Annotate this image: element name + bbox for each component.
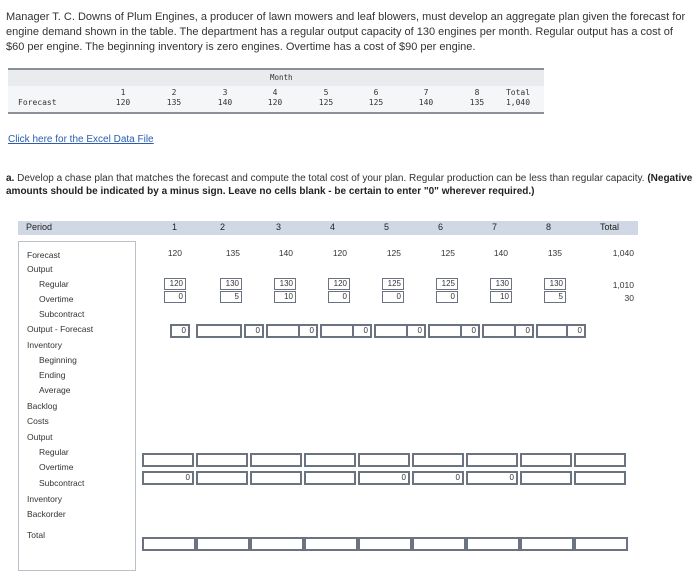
forecast-col-1: 1 120 (115, 88, 131, 107)
cost-overtime-input-4[interactable] (304, 471, 356, 485)
overtime-input-1[interactable]: 0 (164, 291, 186, 303)
regular-input-2[interactable]: 130 (220, 278, 242, 290)
regular-input-6[interactable]: 125 (436, 278, 458, 290)
cost-regular-input-4[interactable] (304, 453, 356, 467)
label-inventory: Inventory (27, 340, 62, 350)
output-forecast-input-8[interactable]: 0 (566, 324, 586, 338)
cost-regular-input-8[interactable] (520, 453, 572, 467)
cost-total-input-8[interactable] (520, 537, 574, 551)
label-average: Average (39, 385, 71, 395)
overtime-input-7[interactable]: 10 (490, 291, 512, 303)
forecast-value-8: 135 (547, 248, 562, 258)
regular-input-8[interactable]: 130 (544, 278, 566, 290)
overtime-input-2[interactable]: 5 (220, 291, 242, 303)
cost-total-input-2[interactable] (196, 537, 250, 551)
cost-total-input-4[interactable] (304, 537, 358, 551)
cost-overtime-input-6[interactable]: 0 (412, 471, 464, 485)
label-ending: Ending (39, 370, 66, 380)
cost-regular-input-6[interactable] (412, 453, 464, 467)
output-forecast-input-5[interactable]: 0 (406, 324, 426, 338)
label-costs-total: Total (27, 530, 45, 540)
cost-regular-input-2[interactable] (196, 453, 248, 467)
period-8: 8 (546, 222, 552, 232)
label-output: Output (27, 264, 53, 274)
label-overtime: Overtime (39, 294, 74, 304)
forecast-value-3: 140 (278, 248, 293, 258)
regular-total: 1,010 (612, 280, 634, 290)
label-output-forecast: Output - Forecast (27, 324, 94, 334)
question-text: Develop a chase plan that matches the forecast and compute the total cost of your plan. Regular production can be less than regular capacity. (17, 173, 645, 184)
label-costs-overtime: Overtime (39, 462, 74, 472)
cost-overtime-input-5[interactable]: 0 (358, 471, 410, 485)
period-header-row (18, 221, 638, 235)
forecast-col-5: 5 125 (318, 88, 334, 107)
cost-overtime-input-3[interactable] (250, 471, 302, 485)
label-backlog: Backlog (27, 401, 58, 411)
cost-total-input-5[interactable] (358, 537, 412, 551)
cost-overtime-input-2[interactable] (196, 471, 248, 485)
forecast-table (8, 68, 544, 114)
forecast-col-7: 7 140 (418, 88, 434, 107)
period-6: 6 (438, 222, 444, 232)
output-forecast-blank-1[interactable] (196, 324, 242, 338)
question-a (6, 172, 694, 198)
cost-overtime-input-1[interactable]: 0 (142, 471, 194, 485)
forecast-value-6: 125 (440, 248, 455, 258)
output-forecast-input-3[interactable]: 0 (298, 324, 318, 338)
period-4: 4 (330, 222, 336, 232)
regular-input-1[interactable]: 120 (164, 278, 186, 290)
chase-plan-grid (18, 221, 638, 557)
forecast-col-4: 4 120 (267, 88, 283, 107)
label-costs-regular: Regular (39, 447, 69, 457)
forecast-col-8: 8 135 (469, 88, 485, 107)
question-part-label: a. (6, 173, 15, 184)
forecast-month-header: Month (270, 73, 293, 82)
overtime-input-3[interactable]: 10 (274, 291, 296, 303)
cost-regular-input-1[interactable] (142, 453, 194, 467)
cost-total-input-6[interactable] (412, 537, 466, 551)
cost-regular-input-3[interactable] (250, 453, 302, 467)
output-forecast-input-6[interactable]: 0 (460, 324, 480, 338)
forecast-col-3: 3 140 (217, 88, 233, 107)
cost-total-input-1[interactable] (142, 537, 196, 551)
output-forecast-input-7[interactable]: 0 (514, 324, 534, 338)
period-2: 2 (220, 222, 226, 232)
overtime-input-8[interactable]: 5 (544, 291, 566, 303)
period-7: 7 (492, 222, 498, 232)
overtime-input-5[interactable]: 0 (382, 291, 404, 303)
forecast-col-6: 6 125 (368, 88, 384, 107)
cost-total-grand[interactable] (574, 537, 628, 551)
label-costs-subcontract: Subcontract (39, 478, 85, 488)
label-costs-inventory: Inventory (27, 494, 62, 504)
period-3: 3 (276, 222, 282, 232)
problem-statement: Manager T. C. Downs of Plum Engines, a producer of lawn mowers and leaf blowers, must develop an aggregate plan given the forecast for engine demand shown in the table. The department has a regular output capacity of 130 engines per month. Regular output has a cost of $60 per engine. The beginning inventory is zero engines. Overtime has a cost of $90 per engine. (6, 11, 686, 53)
regular-input-5[interactable]: 125 (382, 278, 404, 290)
forecast-value-2: 135 (225, 248, 240, 258)
forecast-row-label: Forecast (18, 98, 57, 107)
regular-input-7[interactable]: 130 (490, 278, 512, 290)
period-1: 1 (172, 222, 178, 232)
label-beginning: Beginning (39, 355, 77, 365)
label-costs-backorder: Backorder (27, 509, 66, 519)
cost-total-input-7[interactable] (466, 537, 520, 551)
overtime-total: 30 (624, 293, 634, 303)
forecast-value-4: 120 (332, 248, 347, 258)
output-forecast-input-2[interactable]: 0 (244, 324, 264, 338)
label-subcontract: Subcontract (39, 309, 85, 319)
output-forecast-input-1[interactable]: 0 (170, 324, 190, 338)
period-label: Period (26, 222, 53, 232)
label-forecast: Forecast (27, 250, 61, 260)
forecast-value-total: 1,040 (612, 248, 634, 258)
forecast-value-5: 125 (386, 248, 401, 258)
output-forecast-input-4[interactable]: 0 (352, 324, 372, 338)
cost-overtime-input-7[interactable]: 0 (466, 471, 518, 485)
label-regular: Regular (39, 279, 69, 289)
forecast-value-1: 120 (167, 248, 182, 258)
period-5: 5 (384, 222, 390, 232)
cost-total-input-3[interactable] (250, 537, 304, 551)
regular-input-3[interactable]: 130 (274, 278, 296, 290)
total-header: Total (600, 222, 620, 232)
overtime-input-6[interactable]: 0 (436, 291, 458, 303)
label-costs-output: Output (27, 432, 53, 442)
question-instructions: (Negative amounts should be indicated by a minus sign. Leave no cells blank - be certain to enter "0" wherever required.) (6, 173, 693, 197)
forecast-col-2: 2 135 (166, 88, 182, 107)
forecast-col-total: Total 1,040 (505, 88, 531, 107)
label-costs: Costs (27, 416, 49, 426)
cost-regular-input-7[interactable] (466, 453, 518, 467)
excel-data-link[interactable]: Click here for the Excel Data File (8, 134, 154, 145)
cost-regular-total[interactable] (574, 453, 626, 467)
row-labels-panel (18, 241, 136, 571)
forecast-value-7: 140 (493, 248, 508, 258)
overtime-input-4[interactable]: 0 (328, 291, 350, 303)
cost-overtime-input-8[interactable] (520, 471, 572, 485)
cost-overtime-total[interactable] (574, 471, 626, 485)
regular-input-4[interactable]: 120 (328, 278, 350, 290)
cost-regular-input-5[interactable] (358, 453, 410, 467)
